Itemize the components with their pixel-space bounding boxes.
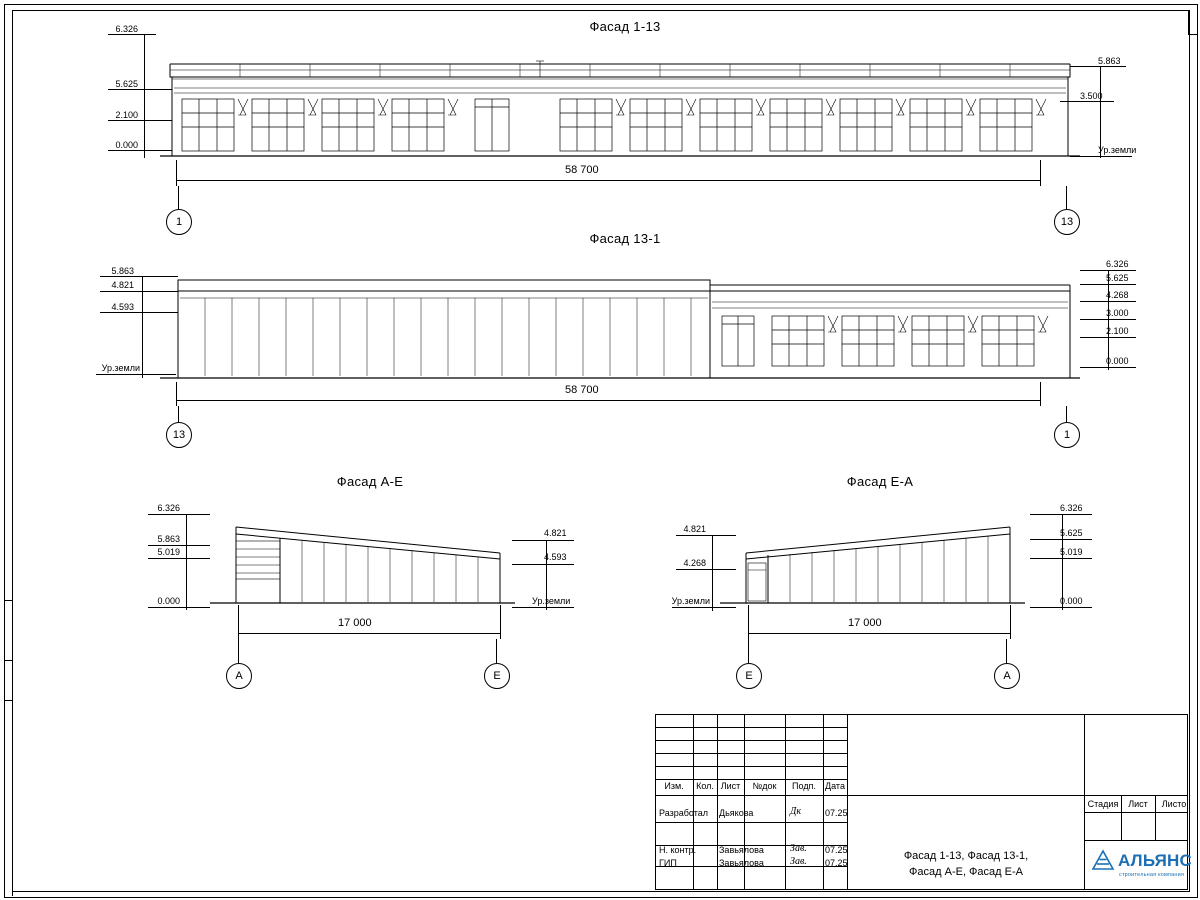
tb-row-line-3 <box>655 753 847 754</box>
sheet-right-corner-mark <box>1188 10 1197 35</box>
level-chain-a-e-right <box>546 540 547 610</box>
tb-col-line-4 <box>785 714 786 890</box>
dim-ext-1-13-right <box>1040 160 1041 186</box>
level-chain-e-a-right <box>1062 514 1063 610</box>
level-mark-e-a-left-1: 4.268 <box>683 558 706 568</box>
tb-sign-1: Зав. <box>790 843 807 854</box>
level-leader-e-a-l1 <box>676 569 736 570</box>
level-mark-a-e-right-1: 4.593 <box>544 552 567 562</box>
level-leader-e-a-l2 <box>672 607 736 608</box>
dim-line-a-e <box>238 633 500 634</box>
dim-ext-13-1-right <box>1040 382 1041 406</box>
tb-stage-col-2 <box>1155 795 1156 840</box>
level-mark-a-e-left-2: 5.019 <box>157 547 180 557</box>
level-mark-e-a-right-3: 0.000 <box>1060 596 1083 606</box>
tb-col-line-2 <box>717 714 718 890</box>
tb-header-izm: Изм. <box>664 781 684 791</box>
dim-line-e-a <box>748 633 1010 634</box>
level-leader-a-e-r0 <box>512 540 574 541</box>
level-chain-e-a-left <box>712 535 713 611</box>
sheet-left-margin-column <box>4 600 13 896</box>
level-mark-1-13-left-1: 5.625 <box>115 79 138 89</box>
tb-header-kol: Кол. <box>696 781 714 791</box>
level-mark-1-13-left-3: 0.000 <box>115 140 138 150</box>
axis-line-1-13-right <box>1066 186 1067 209</box>
tb-role-0: Разработал <box>659 808 708 818</box>
level-mark-e-a-left-2: Ур.земли <box>671 596 710 606</box>
tb-name-2: Завьялова <box>719 858 764 868</box>
tb-header-ndok: №док <box>752 781 777 791</box>
level-mark-13-1-left-1: 4.821 <box>111 280 134 290</box>
level-leader-1-13-r2 <box>1070 156 1132 157</box>
axis-bubble-13-1-left: 13 <box>166 422 192 448</box>
dim-value-a-e: 17 000 <box>338 617 372 629</box>
axis-bubble-1-13-right: 13 <box>1054 209 1080 235</box>
level-mark-e-a-left-0: 4.821 <box>683 524 706 534</box>
level-chain-13-1-right <box>1108 270 1109 370</box>
level-chain-1-13-left <box>144 34 145 158</box>
level-chain-a-e-left <box>186 514 187 610</box>
level-mark-13-1-right-1: 5.625 <box>1106 273 1129 283</box>
tb-row-line-2 <box>655 740 847 741</box>
drawing-title-line-1: Фасад 1-13, Фасад 13-1, <box>903 850 1029 862</box>
tb-header-bottom-line <box>655 795 847 796</box>
level-mark-1-13-right-1: 3.500 <box>1080 91 1103 101</box>
level-mark-e-a-right-0: 6.326 <box>1060 503 1083 513</box>
tb-col-line-7 <box>1084 714 1085 890</box>
level-leader-13-1-l0 <box>100 276 178 277</box>
level-leader-a-e-r2 <box>512 607 574 608</box>
level-leader-1-13-r0 <box>1070 66 1126 67</box>
tb-stage-header-listov: Листо <box>1161 799 1187 809</box>
axis-line-a-e-left <box>238 639 239 663</box>
level-leader-1-13-l3 <box>108 150 172 151</box>
tb-stage-header-line-top <box>1084 795 1188 796</box>
tb-row-line-6 <box>655 822 847 823</box>
tb-row-line-5 <box>655 779 847 780</box>
dim-value-13-1: 58 700 <box>565 384 599 396</box>
axis-bubble-e-a-left: Е <box>736 663 762 689</box>
tb-row-line-4 <box>655 766 847 767</box>
sheet-left-margin-divider-2 <box>4 660 12 661</box>
level-mark-1-13-right-0: 5.863 <box>1098 56 1121 66</box>
tb-date-0: 07.25 <box>825 808 848 818</box>
dim-ext-13-1-left <box>176 382 177 406</box>
level-leader-13-1-l2 <box>100 312 178 313</box>
level-leader-1-13-l1 <box>108 89 172 90</box>
dim-ext-e-a-left <box>748 605 749 639</box>
tb-name-1: Завьялова <box>719 845 764 855</box>
dim-ext-a-e-left <box>238 605 239 639</box>
level-mark-1-13-left-0: 6.326 <box>115 24 138 34</box>
axis-line-a-e-right <box>496 639 497 663</box>
axis-bubble-13-1-right: 1 <box>1054 422 1080 448</box>
dim-ext-e-a-right <box>1010 605 1011 639</box>
level-leader-e-a-r1 <box>1030 539 1092 540</box>
axis-bubble-1-13-left: 1 <box>166 209 192 235</box>
level-leader-e-a-r0 <box>1030 514 1092 515</box>
level-mark-13-1-right-3: 3.000 <box>1106 308 1129 318</box>
level-mark-a-e-right-0: 4.821 <box>544 528 567 538</box>
facade-a-e-drawing <box>200 508 520 618</box>
company-logo-icon <box>1090 848 1116 874</box>
level-leader-a-e-l2 <box>148 558 210 559</box>
axis-line-1-13-left <box>178 186 179 209</box>
level-mark-13-1-right-5: 0.000 <box>1106 356 1129 366</box>
tb-sign-2: Зав. <box>790 856 807 867</box>
level-leader-a-e-l1 <box>148 545 210 546</box>
facade-e-a-drawing <box>710 508 1030 618</box>
axis-line-e-a-right <box>1006 639 1007 663</box>
tb-date-2: 07.25 <box>825 858 848 868</box>
tb-role-1: Н. контр. <box>659 845 697 855</box>
level-mark-13-1-right-4: 2.100 <box>1106 326 1129 336</box>
tb-sign-0: Дк <box>790 806 802 817</box>
level-leader-e-a-r3 <box>1030 607 1092 608</box>
level-mark-a-e-left-0: 6.326 <box>157 503 180 513</box>
level-mark-13-1-right-2: 4.268 <box>1106 290 1129 300</box>
dim-line-13-1 <box>176 400 1040 401</box>
dim-value-1-13: 58 700 <box>565 164 599 176</box>
sheet-left-margin-divider-3 <box>4 700 12 701</box>
tb-stage-header-stadiya: Стадия <box>1087 799 1119 809</box>
level-mark-a-e-left-3: 0.000 <box>157 596 180 606</box>
axis-line-e-a-left <box>748 639 749 663</box>
dim-line-1-13 <box>176 180 1040 181</box>
axis-line-13-1-left <box>178 406 179 422</box>
level-mark-e-a-right-1: 5.625 <box>1060 528 1083 538</box>
level-leader-13-1-l3 <box>96 374 176 375</box>
facade-1-13-drawing <box>150 55 1090 170</box>
level-leader-13-1-l1 <box>100 291 178 292</box>
company-tagline: строительная компания <box>1119 872 1185 878</box>
level-leader-1-13-l0 <box>108 34 156 35</box>
level-mark-13-1-left-2: 4.593 <box>111 302 134 312</box>
axis-line-13-1-right <box>1066 406 1067 422</box>
tb-col-line-5 <box>823 714 824 890</box>
level-mark-1-13-right-2: Ур.земли <box>1098 145 1137 155</box>
level-leader-1-13-l2 <box>108 120 172 121</box>
tb-name-0: Дьякова <box>719 808 754 818</box>
dim-ext-a-e-right <box>500 605 501 639</box>
dim-ext-1-13-left <box>176 160 177 186</box>
company-name: АЛЬЯНС <box>1118 851 1192 870</box>
facade-13-1-drawing <box>150 268 1090 388</box>
level-leader-a-e-r1 <box>512 564 574 565</box>
level-leader-a-e-l0 <box>148 514 210 515</box>
tb-stage-header-line-bottom <box>1084 812 1188 813</box>
level-mark-a-e-left-1: 5.863 <box>157 534 180 544</box>
axis-bubble-a-e-left: А <box>226 663 252 689</box>
tb-col-line-1 <box>693 714 694 890</box>
view-title-facade-1-13: Фасад 1-13 <box>589 19 661 34</box>
axis-bubble-e-a-right: А <box>994 663 1020 689</box>
level-chain-13-1-left <box>142 276 143 378</box>
dim-value-e-a: 17 000 <box>848 617 882 629</box>
tb-stage-row-line <box>1084 840 1188 841</box>
sheet-left-margin-divider-1 <box>4 600 12 601</box>
tb-title-top-line <box>847 795 1084 796</box>
view-title-facade-e-a: Фасад Е-А <box>846 474 914 489</box>
level-mark-1-13-left-2: 2.100 <box>115 110 138 120</box>
axis-bubble-a-e-right: Е <box>484 663 510 689</box>
view-title-facade-a-e: Фасад А-Е <box>336 474 404 489</box>
level-mark-13-1-right-0: 6.326 <box>1106 259 1129 269</box>
level-mark-13-1-left-0: 5.863 <box>111 266 134 276</box>
level-mark-e-a-right-2: 5.019 <box>1060 547 1083 557</box>
level-chain-1-13-right <box>1100 66 1101 158</box>
drawing-title-line-2: Фасад А-Е, Фасад Е-А <box>909 866 1023 878</box>
level-leader-e-a-l0 <box>676 535 736 536</box>
level-leader-a-e-l3 <box>148 607 210 608</box>
level-mark-13-1-left-3: Ур.земли <box>101 363 140 373</box>
tb-row-line-1 <box>655 727 847 728</box>
tb-role-2: ГИП <box>659 858 677 868</box>
view-title-facade-13-1: Фасад 13-1 <box>589 231 661 246</box>
level-leader-e-a-r2 <box>1030 558 1092 559</box>
tb-date-1: 07.25 <box>825 845 848 855</box>
tb-header-data: Дата <box>825 781 845 791</box>
level-leader-1-13-r1 <box>1060 101 1114 102</box>
tb-header-podp: Подп. <box>792 781 816 791</box>
tb-header-list: Лист <box>720 781 741 791</box>
tb-stage-header-list: Лист <box>1128 799 1148 809</box>
level-mark-a-e-right-2: Ур.земли <box>532 596 571 606</box>
